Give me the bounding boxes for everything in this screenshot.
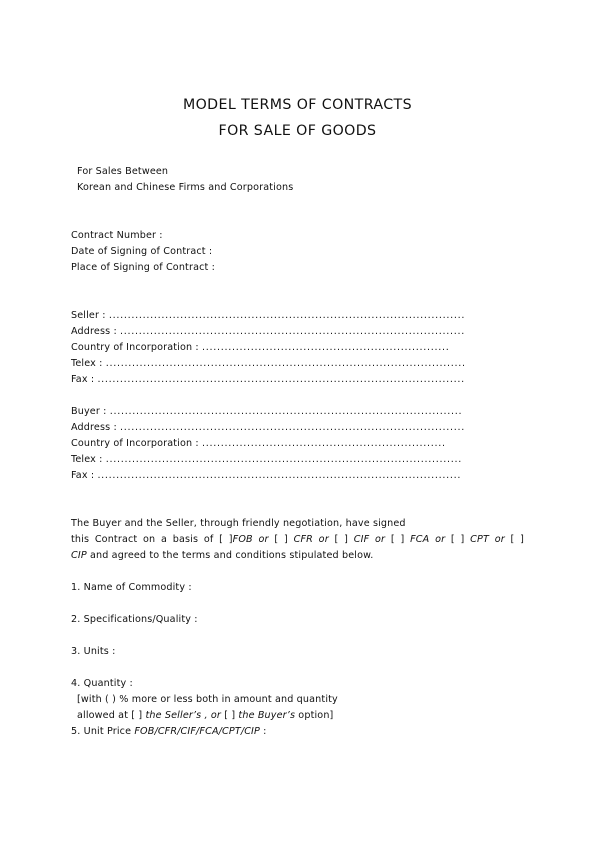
clause-4-buyer-option: the Buyer’s (238, 710, 296, 721)
buyer-address-fill-line (120, 422, 466, 434)
seller-fax-fill-line (97, 374, 464, 386)
contract-number-label: Contract Number : (71, 230, 163, 241)
clause-4-option-end: option] (295, 710, 334, 721)
bracket-3: [ ] (385, 534, 411, 545)
seller-address-label: Address : (71, 326, 117, 337)
seller-fill-line (109, 310, 464, 322)
buyer-address-field (71, 422, 466, 434)
clause-5-label: 5. Unit Price (71, 726, 135, 737)
buyer-country-label: Country of Incorporation : (71, 438, 199, 449)
clause-4-tolerance-line: [with ( ) % more or less both in amount and quantity (77, 694, 338, 705)
buyer-fax-fill-line (97, 470, 462, 482)
seller-fax-field (71, 374, 464, 386)
seller-country-label: Country of Incorporation : (71, 342, 199, 353)
term-cfr: CFR or (293, 534, 329, 545)
buyer-address-label: Address : (71, 422, 117, 433)
clause-4-quantity: 4. Quantity : (71, 678, 133, 689)
intro-line-1: For Sales Between (77, 166, 169, 177)
document-title-line-1: MODEL TERMS OF CONTRACTS (182, 97, 413, 113)
buyer-country-fill-line (202, 438, 444, 450)
preamble-basis-text: this Contract on a basis of [ ] (71, 534, 233, 545)
clause-3-units: 3. Units : (71, 646, 116, 657)
bracket-5: [ ] (504, 534, 525, 545)
bracket-2: [ ] (328, 534, 354, 545)
bracket-1: [ ] (268, 534, 294, 545)
seller-telex-fill-line (106, 358, 464, 370)
clause-5-unit-price (71, 726, 267, 738)
seller-address-fill-line (120, 326, 464, 338)
buyer-fax-field (71, 470, 462, 482)
buyer-telex-label: Telex : (71, 454, 103, 465)
place-of-signing-label: Place of Signing of Contract : (71, 262, 216, 273)
seller-telex-label: Telex : (71, 358, 103, 369)
seller-telex-field (71, 358, 464, 370)
seller-country-field (71, 342, 448, 354)
clause-4-bracket: [ ] (221, 710, 239, 721)
preamble-line-2 (71, 534, 524, 546)
term-fob: FOB or (232, 534, 269, 545)
document-title-line-2: FOR SALE OF GOODS (218, 123, 377, 139)
preamble-line-1: The Buyer and the Seller, through friendly negotiation, have signed (71, 518, 406, 529)
clause-5-colon: : (259, 726, 267, 737)
buyer-telex-field (71, 454, 462, 466)
seller-label: Seller : (71, 310, 106, 321)
intro-line-2: Korean and Chinese Firms and Corporations (77, 182, 294, 193)
buyer-field (71, 406, 462, 418)
seller-address-field (71, 326, 464, 338)
buyer-fax-label: Fax : (71, 470, 95, 481)
clause-2-specifications: 2. Specifications/Quality : (71, 614, 198, 625)
clause-5-price-terms: FOB/CFR/CIF/FCA/CPT/CIP (134, 726, 260, 737)
seller-field (71, 310, 464, 322)
clause-4-seller-option: the Seller’s , or (145, 710, 222, 721)
term-cif: CIF or (353, 534, 386, 545)
date-of-signing-label: Date of Signing of Contract : (71, 246, 213, 257)
term-cip: CIP (71, 550, 87, 561)
preamble-agreement-text: and agreed to the terms and conditions stipulated below. (86, 550, 374, 561)
term-cpt: CPT or (470, 534, 505, 545)
clause-1-name-of-commodity: 1. Name of Commodity : (71, 582, 192, 593)
preamble-line-3 (71, 550, 373, 562)
buyer-telex-fill-line (106, 454, 462, 466)
seller-country-fill-line (202, 342, 448, 354)
buyer-country-field (71, 438, 444, 450)
bracket-4: [ ] (445, 534, 471, 545)
buyer-fill-line (110, 406, 462, 418)
term-fca: FCA or (410, 534, 446, 545)
clause-4-allowed-text: allowed at [ ] (77, 710, 146, 721)
clause-4-option-line (77, 710, 333, 722)
seller-fax-label: Fax : (71, 374, 95, 385)
buyer-label: Buyer : (71, 406, 107, 417)
